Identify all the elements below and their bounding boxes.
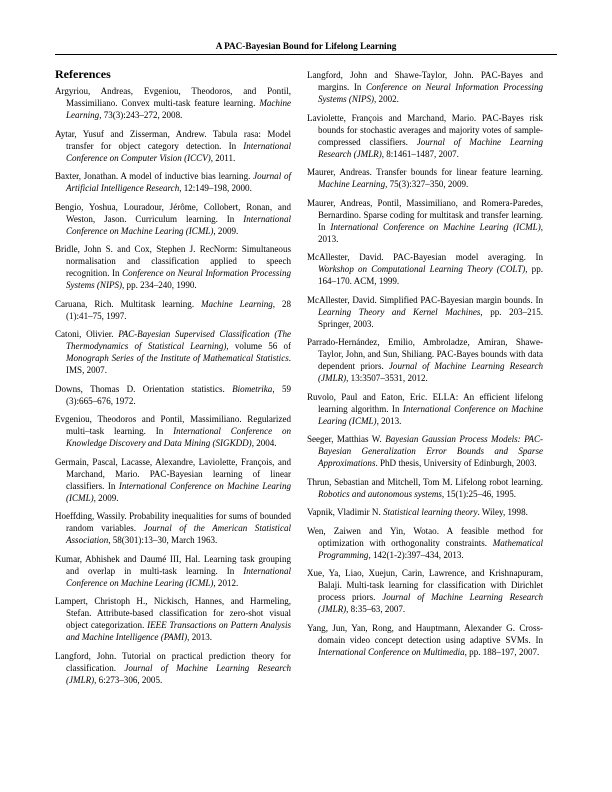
reference-venue: International Conference on Computer Vision (ICCV) — [66, 140, 291, 163]
reference-venue: Learning Theory and Kernel Machines — [318, 306, 481, 317]
reference-text: Bengio, Yoshua, Louradour, Jérôme, Collobert, Ronan, and Weston, Jason. Curriculum learning. In — [55, 201, 291, 224]
reference-venue: Journal of Machine Learning Research (JMLR) — [318, 136, 543, 159]
reference-text: Hoeffding, Wassily. Probability inequalities for sums of bounded random variables. — [55, 511, 291, 533]
reference-text: Bridle, John S. and Cox, Stephen J. RecNorm: Simultaneous normalisation and classification applied to speech recognition. In — [55, 244, 291, 278]
reference-entry — [307, 506, 543, 518]
reference-text: , 75(3):327–350, 2009. — [385, 179, 469, 189]
reference-venue: Journal of Machine Learning Research (JMLR) — [318, 361, 543, 383]
reference-venue: Journal of Machine Learning Research (JMLR) — [66, 662, 291, 685]
reference-entry — [55, 456, 291, 504]
reference-venue: Workshop on Computational Learning Theory (COLT) — [318, 264, 526, 274]
reference-text: , pp. 164–170. ACM, 1999. — [318, 264, 543, 286]
reference-text: , 2012. — [213, 577, 239, 588]
reference-entry — [307, 391, 543, 427]
reference-text: Yang, Jun, Yan, Rong, and Hauptmann, Alexander G. Cross-domain video concept detection using adaptive SVMs. In — [307, 622, 543, 645]
reference-venue: International Conference on Machine Learing (ICML) — [66, 480, 291, 503]
reference-venue: International Conference on Multimedia — [318, 646, 465, 657]
reference-venue: Robotics and autonomous systems — [318, 488, 442, 499]
reference-venue: Machine Learning — [318, 179, 386, 189]
reference-venue: International Conference on Machine Learing (ICML) — [66, 565, 291, 588]
reference-venue: International Conference on Knowledge Discovery and Data Mining (SIGKDD) — [66, 426, 291, 448]
reference-venue: International Conference on Machine Learing (ICML) — [318, 403, 543, 426]
reference-entry — [55, 128, 291, 164]
reference-text: Baxter, Jonathan. A model of inductive bias learning. — [55, 171, 254, 181]
reference-text: Thrun, Sebastian and Mitchell, Tom M. Lifelong robot learning. — [307, 476, 543, 487]
reference-venue: Bayesian Gaussian Process Models: PAC-Bayesian Generalization Error Bounds and Sparse Approximations — [318, 434, 544, 468]
reference-entry — [307, 251, 543, 287]
reference-venue: Statistical learning theory — [382, 507, 478, 517]
reference-text: , 142(1-2):397–434, 2013. — [368, 549, 464, 560]
reference-venue: Journal of Machine Learning Research (JMLR) — [318, 592, 543, 614]
reference-text: , 2013. — [376, 415, 402, 426]
reference-text: , 28 (1):41–75, 1997. — [66, 298, 291, 321]
reference-text: , 2013. — [187, 632, 213, 642]
reference-entry — [307, 336, 543, 384]
reference-text: , pp. 188–197, 2007. — [464, 646, 540, 657]
reference-text: Wen, Zaiwen and Yin, Wotao. A feasible method for optimization with orthogonality constraints. — [307, 525, 543, 548]
reference-list-right — [307, 69, 543, 658]
reference-entry — [55, 595, 291, 643]
reference-entry — [55, 298, 291, 322]
running-title: A PAC-Bayesian Bound for Lifelong Learning — [215, 41, 397, 51]
reference-venue: International Conference on Machine Learing (ICML) — [330, 221, 541, 232]
reference-text: Ruvolo, Paul and Eaton, Eric. ELLA: An efficient lifelong learning algorithm. In — [307, 391, 543, 414]
right-column — [307, 69, 543, 664]
reference-text: Evgeniou, Theodoros and Pontil, Massimiliano. Regularized multi–task learning. In — [55, 414, 291, 436]
reference-venue: Conference on Neural Information Processing Systems (NIPS) — [318, 82, 543, 104]
reference-text: , 6:273–306, 2005. — [94, 674, 163, 685]
reference-venue: IEEE Transactions on Pattern Analysis and Machine Intelligence (PAMI) — [66, 620, 291, 642]
reference-entry — [55, 243, 291, 291]
reference-text: , 12:149–198, 2000. — [179, 183, 252, 193]
reference-text: . PhD thesis, University of Edinburgh, 2003. — [375, 458, 537, 468]
reference-venue: Machine Learning — [66, 98, 291, 120]
reference-text: Lampert, Christoph H., Nickisch, Hannes, and Harmeling, Stefan. Attribute-based classification for zero-shot visual object categorization. — [55, 596, 291, 630]
reference-text: McAllester, David. PAC-Bayesian model averaging. In — [307, 252, 543, 262]
reference-text: Kumar, Abhishek and Daumé III, Hal. Learning task grouping and overlap in multi-task learning. In — [55, 553, 291, 576]
reference-text: , 59 (3):665–676, 1972. — [66, 383, 291, 406]
reference-text: , 2011. — [210, 152, 236, 163]
reference-entry — [307, 294, 543, 330]
reference-entry — [307, 69, 543, 105]
reference-text: Parrado-Hernández, Emilio, Ambroladze, Amiran, Shawe-Taylor, John, and Sun, Shiliang. PAC-Bayes bounds with data dependent priors. — [307, 337, 543, 371]
reference-text: , 2009. — [213, 225, 239, 236]
reference-text: Langford, John and Shawe-Taylor, John. PAC-Bayes and margins. In — [307, 70, 543, 92]
reference-entry — [55, 170, 291, 194]
reference-entry — [55, 383, 291, 407]
reference-entry — [307, 525, 543, 561]
reference-text: Seeger, Matthias W. — [307, 434, 386, 444]
reference-text: Maurer, Andreas, Pontil, Massimiliano, and Romera-Paredes, Bernardino. Sparse coding for multitask and transfer learning. In — [307, 197, 543, 232]
reference-entry — [55, 201, 291, 237]
reference-text: McAllester, David. Simplified PAC-Bayesian margin bounds. In — [307, 294, 543, 305]
reference-text: , 8:1461–1487, 2007. — [381, 148, 459, 159]
reference-text: , 73(3):243–272, 2008. — [99, 110, 183, 120]
reference-venue: PAC-Bayesian Supervised Classification (The Thermodynamics of Statistical Learning) — [66, 329, 291, 351]
reference-text: , 13:3507–3531, 2012. — [346, 373, 428, 383]
header-rule — [55, 54, 557, 55]
reference-entry — [55, 650, 291, 686]
reference-text: Langford, John. Tutorial on practical prediction theory for classification. — [55, 650, 291, 673]
reference-entry — [307, 567, 543, 615]
reference-text: Germain, Pascal, Lacasse, Alexandre, Laviolette, François, and Marchand, Mario. PAC-Bayesian learning of linear classifiers. In — [55, 456, 291, 491]
reference-text: , pp. 203–215. Springer, 2003. — [318, 306, 543, 329]
reference-text: Catoni, Olivier. — [55, 329, 119, 339]
reference-entry — [307, 476, 543, 500]
reference-entry — [55, 328, 291, 376]
reference-venue: Journal of Artificial Intelligence Research — [66, 171, 291, 193]
reference-text: Argyriou, Andreas, Evgeniou, Theodoros, and Pontil, Massimiliano. Convex multi-task feature learning. — [55, 86, 291, 108]
reference-text: Downs, Thomas D. Orientation statistics. — [55, 383, 233, 394]
left-column — [55, 67, 291, 692]
reference-text: . Wiley, 1998. — [477, 507, 528, 517]
reference-venue: Monograph Series of the Institute of Mathematical Statistics — [66, 353, 289, 363]
reference-text: Laviolette, François and Marchand, Mario. PAC-Bayes risk bounds for stochastic averages and majority votes of sample-compressed classifiers. — [307, 112, 543, 147]
reference-text: , 2009. — [93, 492, 119, 503]
reference-text: Maurer, Andreas. Transfer bounds for linear feature learning. — [307, 167, 543, 177]
section-title: References — [55, 67, 111, 81]
reference-entry — [55, 510, 291, 546]
reference-text: Xue, Ya, Liao, Xuejun, Carin, Lawrence, and Krishnapuram, Balaji. Multi-task learning for classification with Dirichlet process priors. — [307, 568, 543, 602]
reference-venue: Machine Learning — [201, 298, 273, 309]
reference-venue: Conference on Neural Information Processing Systems (NIPS) — [66, 268, 291, 290]
reference-text: , volume 56 of — [226, 341, 291, 351]
reference-venue: Biometrika — [232, 383, 273, 394]
reference-text: , pp. 234–240, 1990. — [122, 280, 197, 290]
reference-entry — [307, 197, 543, 245]
reference-text: , 2004. — [251, 438, 277, 448]
reference-venue: International Conference on Machine Learing (ICML) — [66, 213, 291, 236]
reference-entry — [307, 112, 543, 160]
reference-text: . IMS, 2007. — [66, 353, 291, 375]
reference-text: Aytar, Yusuf and Zisserman, Andrew. Tabula rasa: Model transfer for object category detection. In — [55, 128, 291, 151]
reference-text: Caruana, Rich. Multitask learning. — [55, 298, 202, 309]
reference-venue: Mathematical Programming — [318, 537, 543, 560]
reference-text: , 58(301):13–30, March 1963. — [108, 535, 218, 545]
reference-entry — [55, 413, 291, 449]
reference-entry — [307, 622, 543, 658]
reference-text: , 2013. — [318, 221, 543, 244]
reference-entry — [55, 85, 291, 121]
reference-venue: Journal of the American Statistical Association — [66, 523, 291, 545]
reference-entry — [307, 166, 543, 190]
reference-list-left — [55, 85, 291, 686]
reference-text: Vapnik, Vladimir N. — [307, 507, 383, 517]
reference-entry — [55, 553, 291, 589]
reference-text: , 2002. — [374, 94, 399, 104]
reference-entry — [307, 433, 543, 469]
reference-text: , 15(1):25–46, 1995. — [441, 488, 517, 499]
reference-text: , 8:35–63, 2007. — [346, 604, 406, 614]
